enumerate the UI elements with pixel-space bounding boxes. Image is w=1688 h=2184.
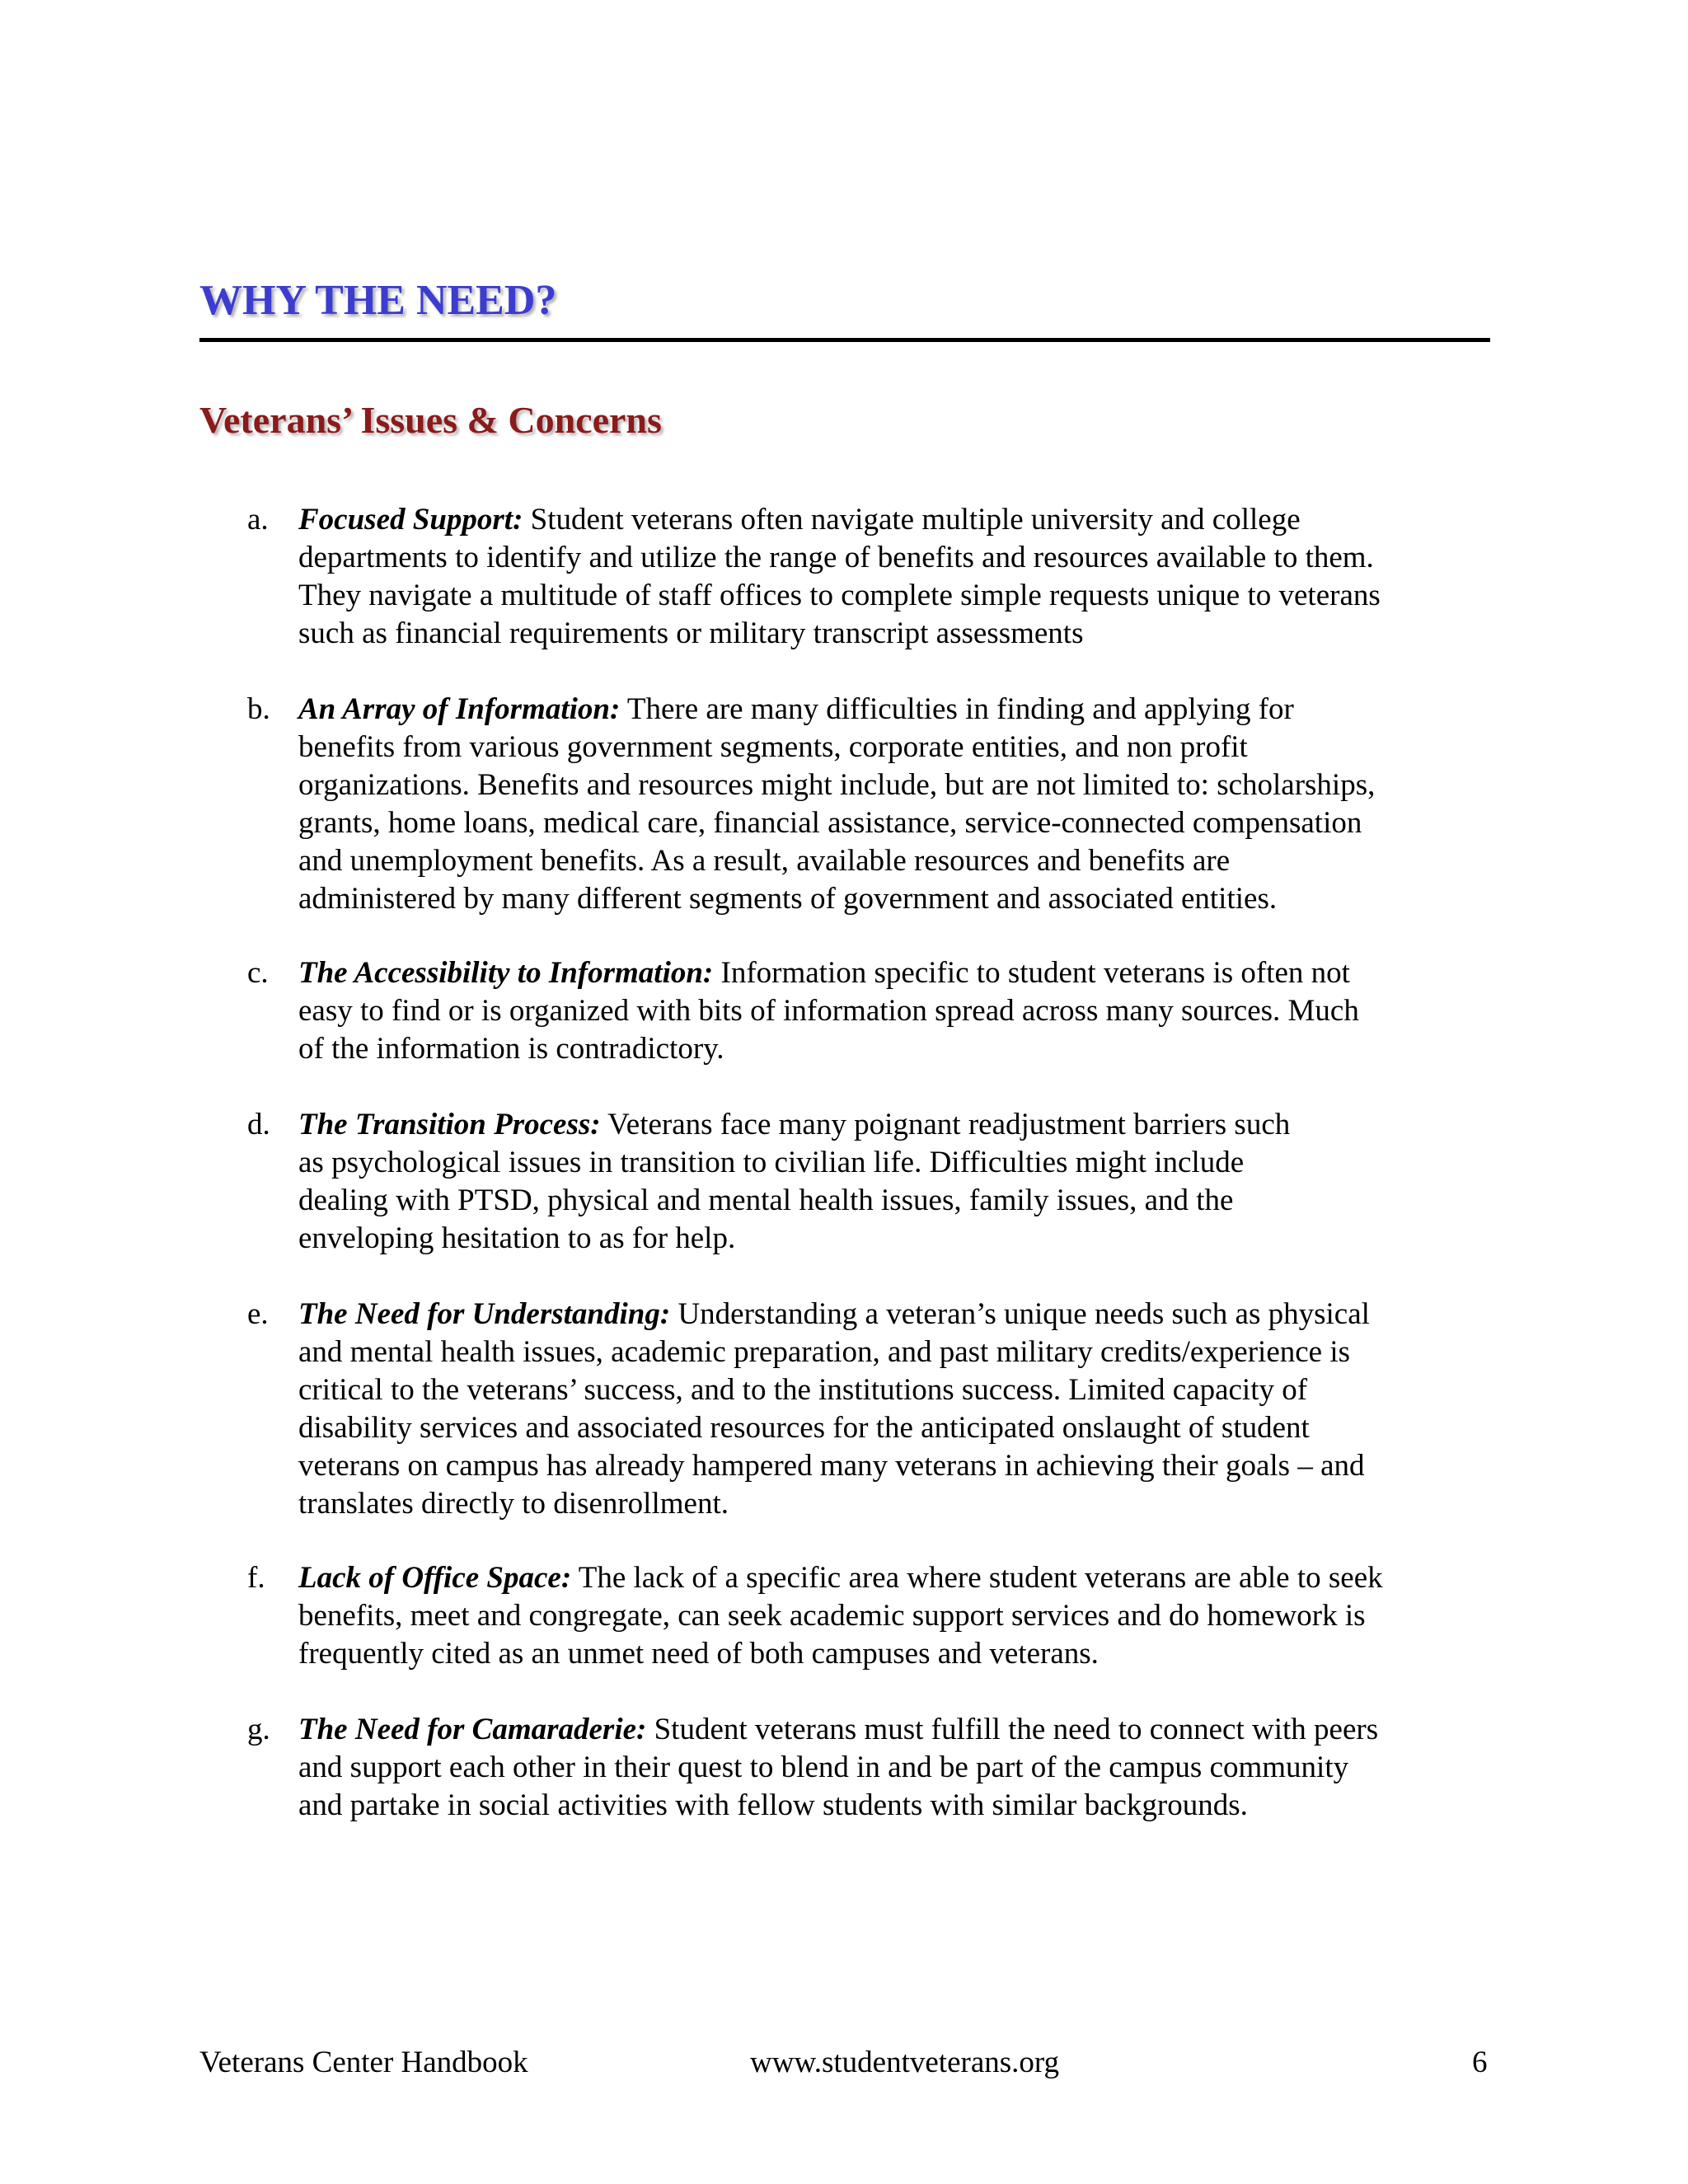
text-line: easy to find or is organized with bits of information spread across many sources. Much (298, 994, 1359, 1028)
list-item-body: Student veterans must fulfill the need to connect with peers (646, 1713, 1379, 1746)
text-line: departments to identify and utilize the range of benefits and resources available to them. (298, 541, 1374, 574)
list-item-title: The Need for Understanding: (298, 1297, 671, 1331)
text-line (298, 1559, 1518, 1597)
list-item-text (298, 691, 1518, 918)
list-item-letter: f. (247, 1561, 265, 1595)
text-line: as psychological issues in transition to civilian life. Difficulties might include (298, 1146, 1245, 1179)
list-item-body: Veterans face many poignant readjustment barriers such (600, 1108, 1291, 1141)
text-line: critical to the veterans’ success, and to the institutions success. Limited capacity of (298, 1373, 1308, 1407)
list-item-title: Lack of Office Space: (298, 1561, 572, 1595)
list-item-body: The lack of a specific area where student veterans are able to seek (571, 1561, 1383, 1595)
list-item-text (298, 954, 1518, 1068)
text-line: and mental health issues, academic preparation, and past military credits/experience is (298, 1335, 1351, 1369)
list-item-letter: e. (247, 1297, 269, 1331)
list-item-title: Focused Support: (298, 503, 523, 537)
text-line (298, 1106, 1518, 1144)
list-item-title: The Accessibility to Information: (298, 956, 714, 990)
list-item-body: Understanding a veteran’s unique needs such as physical (670, 1297, 1370, 1331)
text-line: veterans on campus has already hampered many veterans in achieving their goals – and (298, 1449, 1365, 1483)
text-line: and unemployment benefits. As a result, available resources and benefits are (298, 844, 1231, 878)
text-line: administered by many different segments of government and associated entities. (298, 882, 1278, 916)
text-line (298, 1296, 1518, 1333)
text-line: benefits, meet and congregate, can seek academic support services and do homework is (298, 1599, 1366, 1633)
text-line: grants, home loans, medical care, financial assistance, service-connected compensation (298, 806, 1362, 840)
text-line (298, 501, 1518, 539)
footer-title: Veterans Center Handbook (199, 2046, 528, 2079)
text-line (298, 954, 1518, 992)
list-item-text (298, 1559, 1518, 1673)
list-item-letter: g. (247, 1713, 270, 1746)
list-item-letter: a. (247, 503, 269, 537)
text-line: enveloping hesitation to as for help. (298, 1221, 736, 1255)
list-item-body: Student veterans often navigate multiple university and college (523, 503, 1301, 537)
list-item-text (298, 501, 1518, 653)
text-line: translates directly to disenrollment. (298, 1487, 729, 1521)
page-number: 6 (1472, 2046, 1488, 2079)
list-item-title: The Transition Process: (298, 1108, 601, 1141)
text-line (298, 1711, 1518, 1749)
text-line: organizations. Benefits and resources might include, but are not limited to: scholarships, (298, 768, 1376, 802)
list-item-body: Information specific to student veterans is often not (713, 956, 1350, 990)
list-item-letter: d. (247, 1108, 270, 1141)
heading-divider (199, 338, 1490, 342)
text-line: benefits from various government segments, corporate entities, and non profit (298, 730, 1248, 764)
footer-url: www.studentveterans.org (750, 2046, 1060, 2079)
text-line: dealing with PTSD, physical and mental health issues, family issues, and the (298, 1183, 1234, 1217)
list-item-text (298, 1296, 1518, 1523)
list-item-text (298, 1106, 1518, 1258)
text-line: disability services and associated resources for the anticipated onslaught of student (298, 1411, 1310, 1445)
text-line: and partake in social activities with fellow students with similar backgrounds. (298, 1788, 1248, 1822)
text-line: of the information is contradictory. (298, 1032, 724, 1066)
list-item-letter: c. (247, 956, 269, 990)
section-subheading: Veterans’ Issues & Concerns (199, 399, 662, 441)
page-heading: WHY THE NEED? (199, 277, 557, 324)
text-line: They navigate a multitude of staff offices to complete simple requests unique to veterans (298, 579, 1381, 612)
list-item-title: The Need for Camaraderie: (298, 1713, 647, 1746)
text-line: and support each other in their quest to blend in and be part of the campus community (298, 1750, 1349, 1784)
text-line: frequently cited as an unmet need of both campuses and veterans. (298, 1637, 1099, 1671)
text-line: such as financial requirements or military transcript assessments (298, 616, 1084, 650)
text-line (298, 691, 1518, 729)
list-item-title: An Array of Information: (298, 692, 621, 726)
list-item-letter: b. (247, 692, 270, 726)
list-item-body: There are many difficulties in finding and applying for (620, 692, 1294, 726)
list-item-text (298, 1711, 1518, 1825)
